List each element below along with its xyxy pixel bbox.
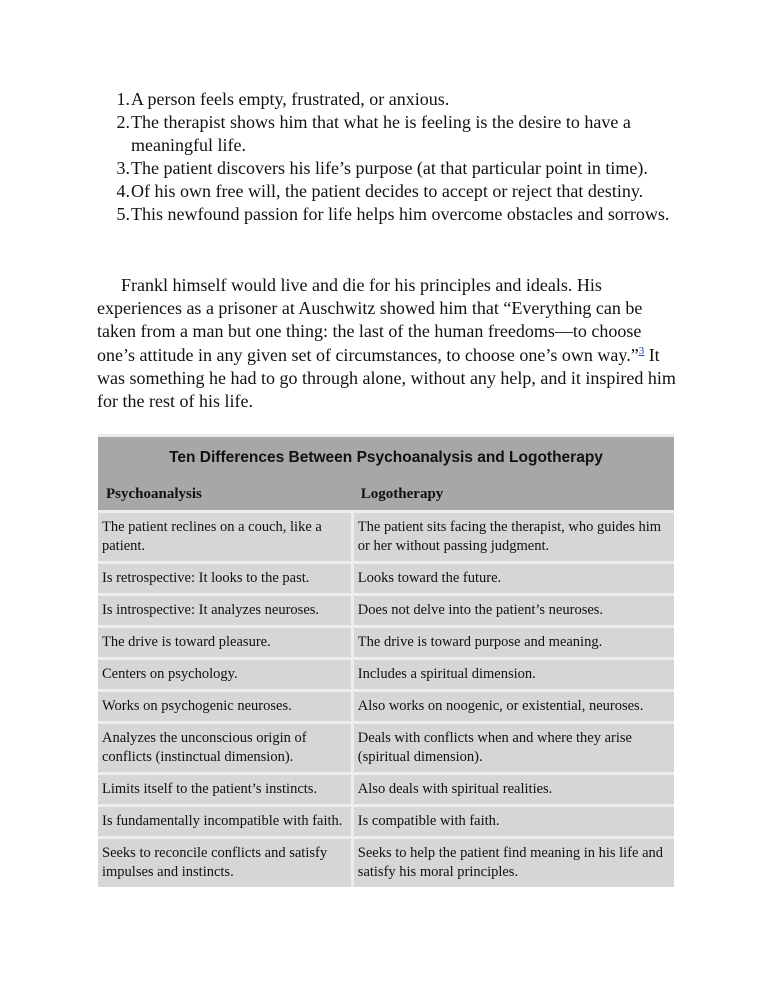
table-cell: Seeks to reconcile conflicts and satisfy impulses and instincts. (98, 836, 354, 887)
table-cell: Is retrospective: It looks to the past. (98, 561, 354, 593)
list-number: 5. (116, 204, 130, 224)
table-cell: Includes a spiritual dimension. (354, 657, 674, 689)
column-header-psychoanalysis: Psychoanalysis (98, 479, 354, 510)
list-number: 4. (116, 181, 130, 201)
table-row (98, 836, 674, 887)
table-cell: Analyzes the unconscious origin of conflicts (instinctual dimension). (98, 721, 354, 772)
table-cell: Is introspective: It analyzes neuroses. (98, 593, 354, 625)
table-cell: The drive is toward pleasure. (98, 625, 354, 657)
list-item (97, 111, 687, 157)
body-paragraph (97, 274, 677, 413)
list-item (97, 203, 687, 226)
list-text: The patient discovers his life’s purpose (at that particular point in time). (131, 158, 648, 178)
table-cell: Limits itself to the patient’s instincts. (98, 772, 354, 804)
table-row (98, 657, 674, 689)
list-number: 3. (116, 158, 130, 178)
table-row (98, 625, 674, 657)
list-text: A person feels empty, frustrated, or anxious. (131, 89, 450, 109)
table-cell: The patient reclines on a couch, like a patient. (98, 510, 354, 561)
table-row (98, 593, 674, 625)
table-cell: The patient sits facing the therapist, who guides him or her without passing judgment. (354, 510, 674, 561)
table-title: Ten Differences Between Psychoanalysis and Logotherapy (98, 434, 674, 479)
table-header-row (98, 479, 674, 510)
table-cell: Seeks to help the patient find meaning in his life and satisfy his moral principles. (354, 836, 674, 887)
table-cell: Is compatible with faith. (354, 804, 674, 836)
table-cell: Centers on psychology. (98, 657, 354, 689)
column-header-logotherapy: Logotherapy (354, 479, 674, 510)
comparison-table (98, 434, 674, 887)
list-item (97, 88, 687, 111)
table-cell: Is fundamentally incompatible with faith. (98, 804, 354, 836)
list-number: 2. (116, 112, 130, 132)
table-row (98, 561, 674, 593)
list-item (97, 157, 687, 180)
table-cell: Does not delve into the patient’s neuroses. (354, 593, 674, 625)
table-cell: Deals with conflicts when and where they arise (spiritual dimension). (354, 721, 674, 772)
table-row (98, 804, 674, 836)
list-number: 1. (116, 89, 130, 109)
paragraph-text: Frankl himself would live and die for his principles and ideals. His experiences as a prisoner at Auschwitz showed him that “Everything can be taken from a man but one thing: the last of the human freedoms—to choose one’s attitude in any given set of circumstances, to choose one’s own way.” (97, 275, 643, 365)
table-cell: The drive is toward purpose and meaning. (354, 625, 674, 657)
list-item (97, 180, 687, 203)
table-cell: Looks toward the future. (354, 561, 674, 593)
table-row (98, 689, 674, 721)
table-cell: Also works on noogenic, or existential, neuroses. (354, 689, 674, 721)
logotherapy-steps-list (97, 88, 687, 226)
footnote-link[interactable]: 3 (638, 344, 645, 357)
list-text: This newfound passion for life helps him overcome obstacles and sorrows. (131, 204, 670, 224)
table-row (98, 772, 674, 804)
table-cell: Works on psychogenic neuroses. (98, 689, 354, 721)
table-cell: Also deals with spiritual realities. (354, 772, 674, 804)
list-text: Of his own free will, the patient decides to accept or reject that destiny. (131, 181, 644, 201)
table-row (98, 721, 674, 772)
table-row (98, 510, 674, 561)
list-text: The therapist shows him that what he is feeling is the desire to have a meaningful life. (131, 112, 631, 155)
paragraph-text-continued: It was something he had to go through alone, without any help, and it inspired him for the rest of his life. (97, 344, 676, 412)
